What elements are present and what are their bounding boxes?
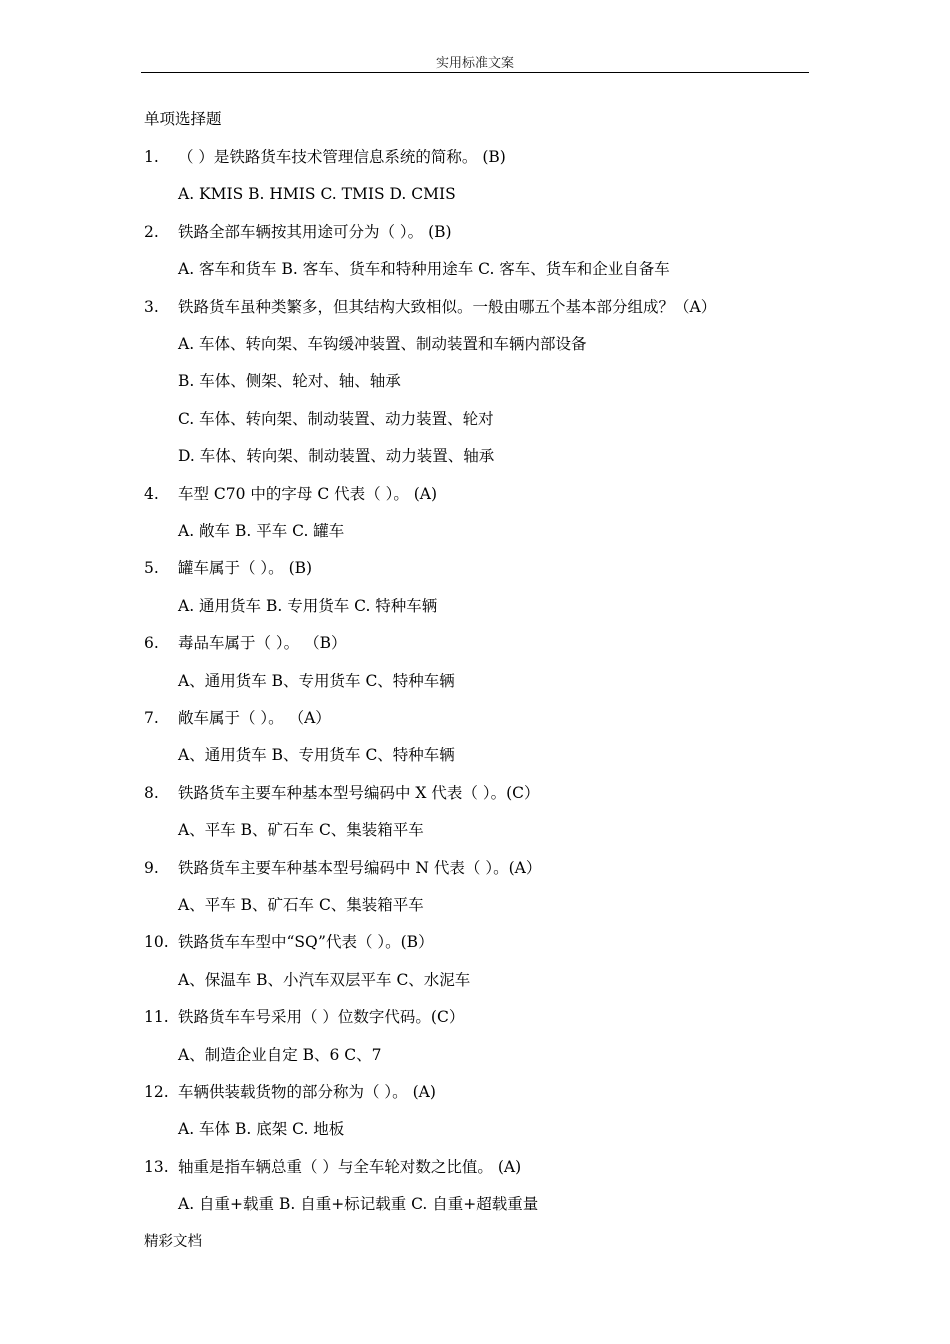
question-options: A、通用货车 B、专用货车 C、特种车辆 [178, 746, 455, 764]
question-text: 车辆供装载货物的部分称为（ ）。 (A) [178, 1083, 436, 1101]
question-text: 铁路货车车号采用（ ）位数字代码。(C） [178, 1008, 465, 1026]
question-options: D. 车体、转向架、制动装置、动力装置、轴承 [178, 447, 495, 465]
question-text: 车型 C70 中的字母 C 代表（ ）。 (A) [178, 485, 438, 503]
question-number: 10. [144, 933, 169, 951]
question-number: 7. [144, 709, 159, 727]
question-options: A. 车体、转向架、车钩缓冲装置、制动装置和车辆内部设备 [178, 335, 587, 353]
question-options: A、制造企业自定 B、6 C、7 [178, 1046, 382, 1064]
question-number: 4. [144, 485, 159, 503]
question-number: 11. [144, 1008, 169, 1026]
question-number: 9. [144, 859, 159, 877]
question-options: A、通用货车 B、专用货车 C、特种车辆 [178, 672, 455, 690]
question-text: 铁路货车车型中“SQ”代表（ ）。(B） [178, 933, 434, 951]
header-divider [141, 72, 809, 73]
header-title: 实用标准文案 [435, 56, 514, 71]
question-options: A. 车体 B. 底架 C. 地板 [178, 1120, 345, 1138]
question-options: A、平车 B、矿石车 C、集装箱平车 [178, 821, 424, 839]
question-options: A、保温车 B、小汽车双层平车 C、水泥车 [178, 971, 471, 989]
page-footer: 精彩文档 [144, 1234, 202, 1250]
question-text: 毒品车属于（ ）。 （B） [178, 634, 347, 652]
question-options: A. 自重+载重 B. 自重+标记载重 C. 自重+超载重量 [178, 1195, 539, 1213]
question-number: 3. [144, 298, 159, 316]
question-number: 13. [144, 1158, 169, 1176]
question-options: A. 通用货车 B. 专用货车 C. 特种车辆 [178, 597, 438, 615]
question-options: A. KMIS B. HMIS C. TMIS D. CMIS [178, 185, 456, 203]
question-text: 铁路货车主要车种基本型号编码中 X 代表（ ）。(C） [178, 784, 540, 802]
question-number: 1. [144, 148, 159, 166]
question-options: B. 车体、侧架、轮对、轴、轴承 [178, 372, 401, 390]
question-options: A. 客车和货车 B. 客车、货车和特种用途车 C. 客车、货车和企业自备车 [178, 260, 670, 278]
question-number: 2. [144, 223, 159, 241]
question-text: 轴重是指车辆总重（ ）与全车轮对数之比值。 (A) [178, 1158, 522, 1176]
question-text: 敞车属于（ ）。 （A） [178, 709, 331, 727]
question-text: （ ）是铁路货车技术管理信息系统的简称。 (B) [178, 148, 506, 166]
question-text: 铁路全部车辆按其用途可分为（ ）。 (B) [178, 223, 452, 241]
question-options: A、平车 B、矿石车 C、集装箱平车 [178, 896, 424, 914]
question-text: 罐车属于（ ）。 (B) [178, 559, 313, 577]
question-text: 铁路货车主要车种基本型号编码中 N 代表（ ）。(A） [178, 859, 542, 877]
question-options: A. 敞车 B. 平车 C. 罐车 [178, 522, 345, 540]
section-title: 单项选择题 [144, 110, 222, 128]
question-number: 8. [144, 784, 159, 802]
question-number: 5. [144, 559, 159, 577]
question-number: 12. [144, 1083, 169, 1101]
question-number: 6. [144, 634, 159, 652]
question-options: C. 车体、转向架、制动装置、动力装置、轮对 [178, 410, 494, 428]
question-text: 铁路货车虽种类繁多，但其结构大致相似。一般由哪五个基本部分组成？（A） [178, 298, 717, 316]
